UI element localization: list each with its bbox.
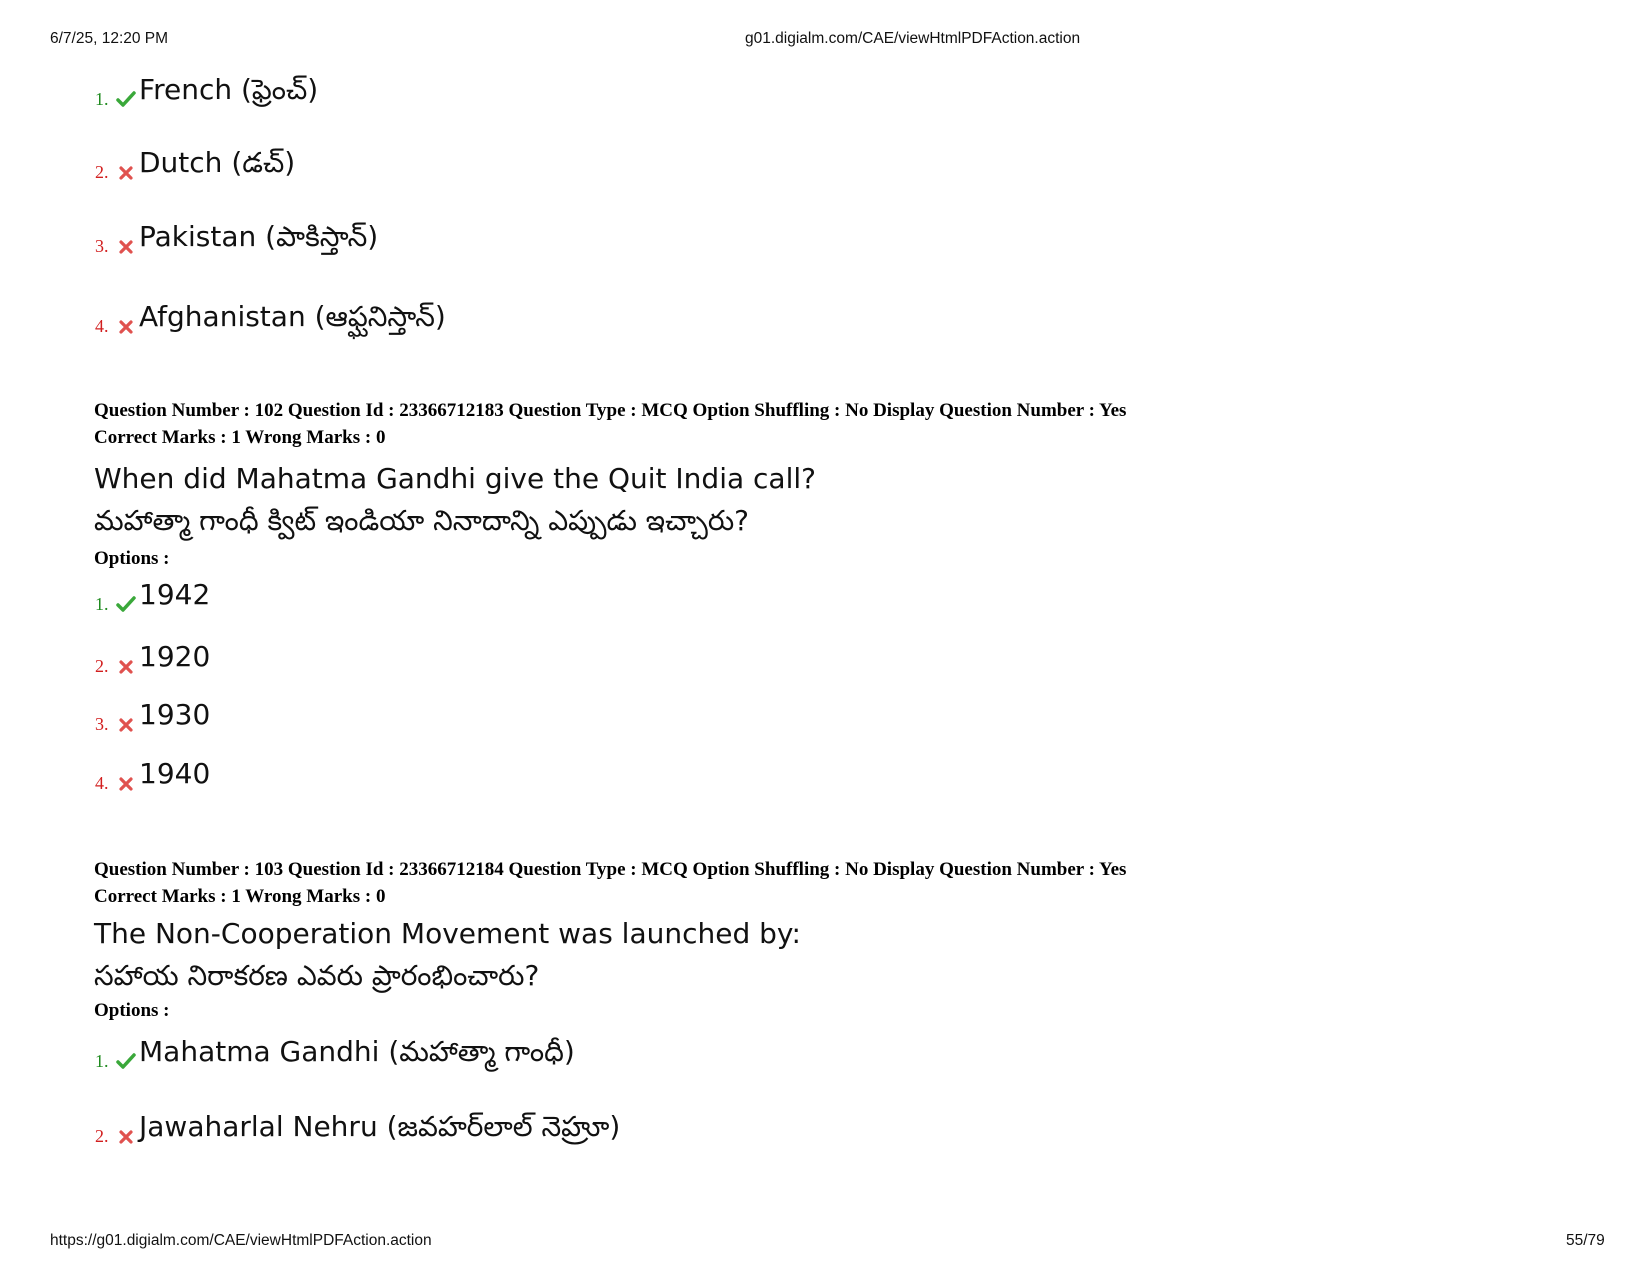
question-text-te: సహాయ నిరాకరణ ఎవరు ప్రారంభించారు? <box>94 959 540 992</box>
option-row <box>95 639 210 675</box>
options-label: Options : <box>94 548 170 569</box>
option-number: 1. <box>95 594 109 614</box>
option-row <box>95 577 210 613</box>
option-row <box>95 219 378 255</box>
option-row <box>95 697 210 733</box>
cross-icon <box>115 320 137 335</box>
check-icon <box>115 596 137 613</box>
option-text: Afghanistan (ఆఫ్ఘనిస్తాన్) <box>139 300 446 333</box>
option-row <box>95 72 318 108</box>
check-icon <box>115 91 137 108</box>
question-text-en: The Non-Cooperation Movement was launched by: <box>94 917 801 950</box>
cross-icon <box>115 777 137 792</box>
cross-icon <box>115 660 137 675</box>
option-number: 1. <box>95 1051 109 1071</box>
question-marks: Correct Marks : 1 Wrong Marks : 0 <box>94 886 386 907</box>
option-text: Jawaharlal Nehru (జవహర్‌లాల్ నెహ్రూ) <box>139 1110 621 1143</box>
option-text: Pakistan (పాకిస్తాన్) <box>139 220 379 253</box>
cross-icon <box>115 240 137 255</box>
option-number: 2. <box>95 1126 109 1146</box>
option-row <box>95 1109 620 1145</box>
option-text: 1942 <box>139 578 211 611</box>
question-text-en: When did Mahatma Gandhi give the Quit India call? <box>94 462 816 495</box>
option-text: Dutch (డచ్) <box>139 146 296 179</box>
option-text: Mahatma Gandhi (మహాత్మా గాంధీ) <box>139 1035 575 1068</box>
option-number: 4. <box>95 773 109 793</box>
option-number: 1. <box>95 89 109 109</box>
question-marks: Correct Marks : 1 Wrong Marks : 0 <box>94 427 386 448</box>
option-row <box>95 756 210 792</box>
question-text-te: మహాత్మా గాంధీ క్విట్ ఇండియా నినాదాన్ని ఎప్పుడు ఇచ్చారు? <box>94 504 750 537</box>
print-footer-url: https://g01.digialm.com/CAE/viewHtmlPDFAction.action <box>50 1232 432 1249</box>
option-text: 1940 <box>139 757 211 790</box>
option-row <box>95 299 446 335</box>
print-header-url: g01.digialm.com/CAE/viewHtmlPDFAction.action <box>745 30 1081 47</box>
page-number: 55/79 <box>1566 1232 1605 1249</box>
cross-icon <box>115 166 137 181</box>
option-row <box>95 145 295 181</box>
question-meta: Question Number : 103 Question Id : 23366712184 Question Type : MCQ Option Shuffling : No Display Question Number : Yes <box>94 859 1127 880</box>
option-text: 1920 <box>139 640 211 673</box>
check-icon <box>115 1053 137 1070</box>
question-meta: Question Number : 102 Question Id : 23366712183 Question Type : MCQ Option Shuffling : No Display Question Number : Yes <box>94 400 1127 421</box>
option-row <box>95 1034 575 1070</box>
cross-icon <box>115 718 137 733</box>
option-text: French (ఫ్రెంచ్) <box>139 73 319 106</box>
option-number: 2. <box>95 162 109 182</box>
option-number: 3. <box>95 236 109 256</box>
print-datetime: 6/7/25, 12:20 PM <box>50 30 169 47</box>
options-label: Options : <box>94 1000 170 1021</box>
cross-icon <box>115 1130 137 1145</box>
option-number: 3. <box>95 714 109 734</box>
option-number: 2. <box>95 656 109 676</box>
option-text: 1930 <box>139 698 211 731</box>
option-number: 4. <box>95 316 109 336</box>
